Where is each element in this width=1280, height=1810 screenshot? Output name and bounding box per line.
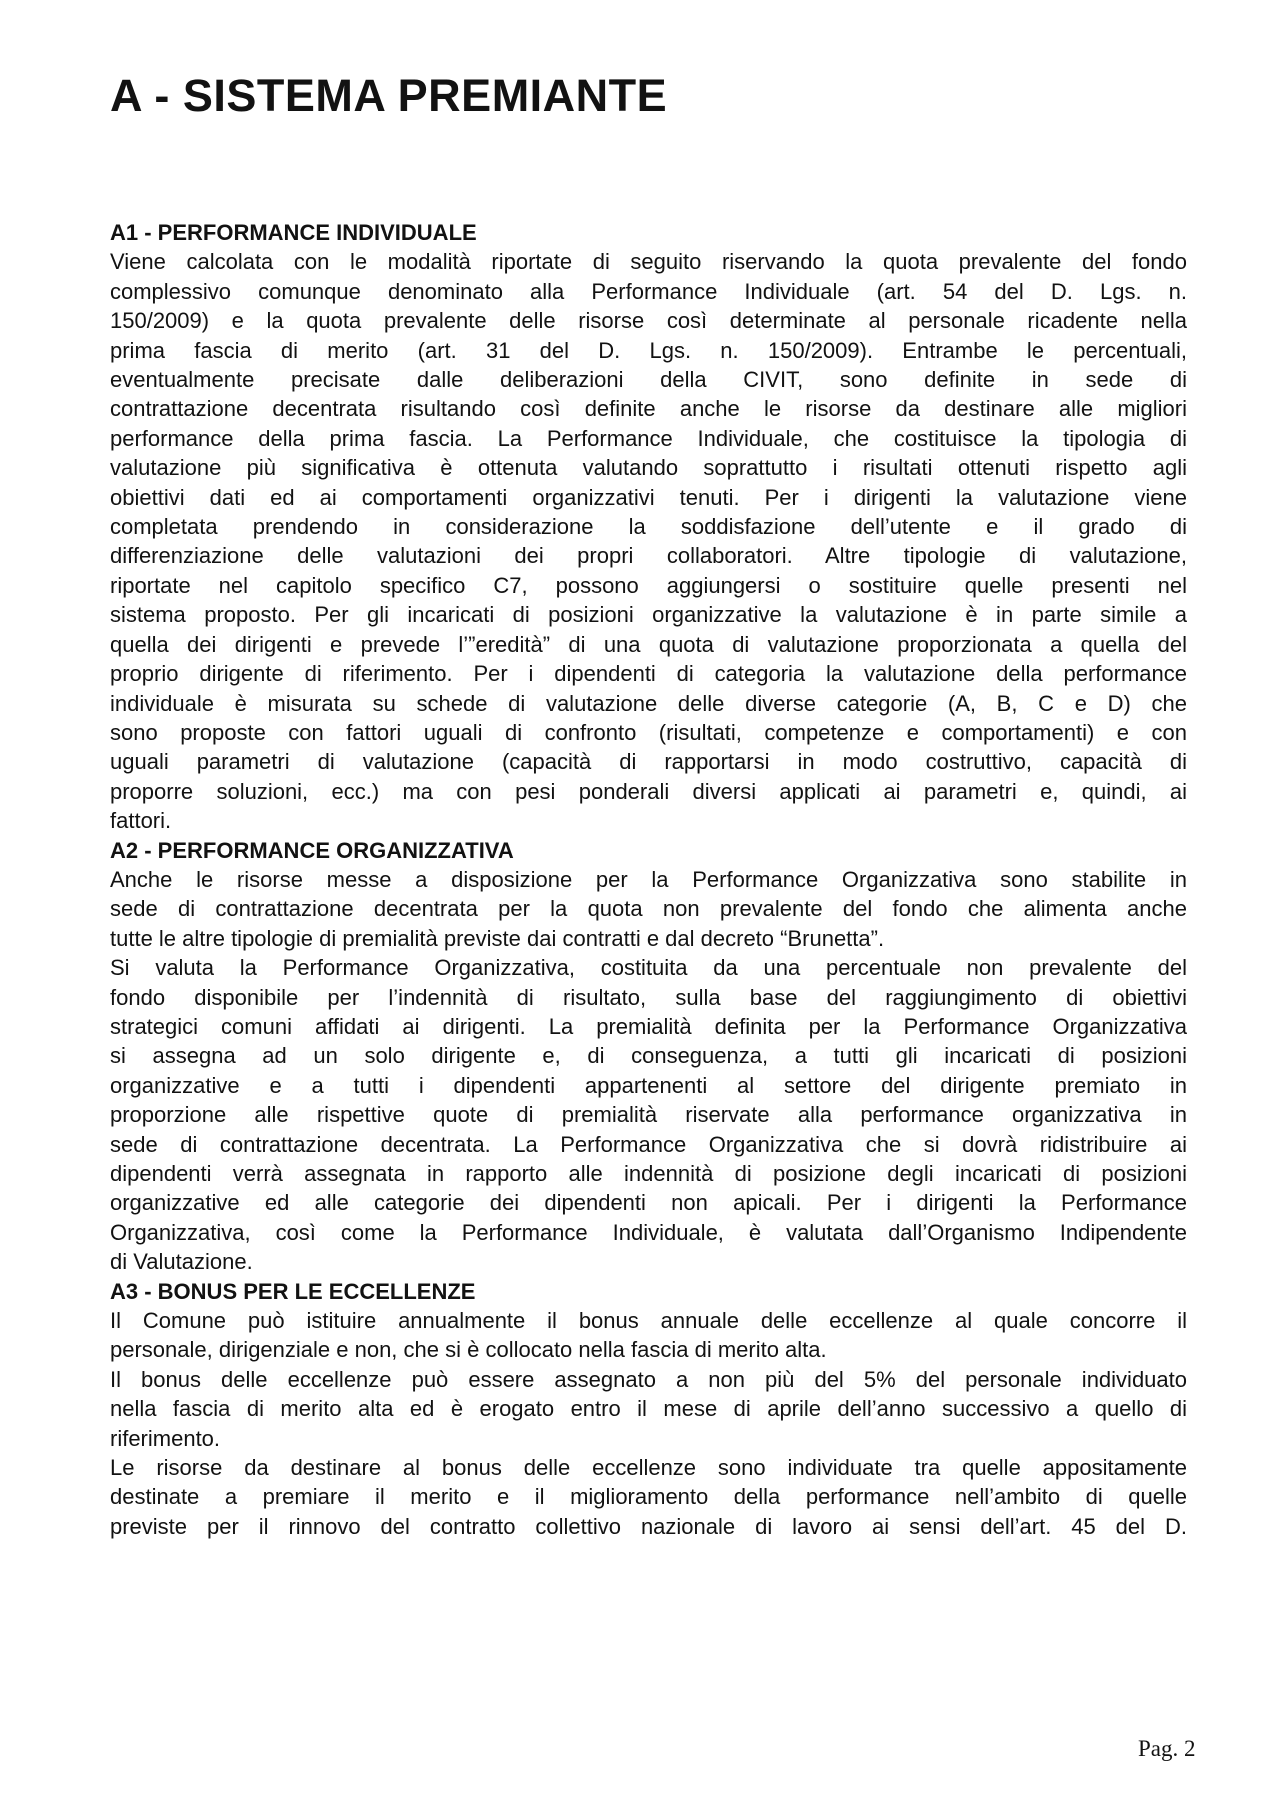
text-line: obiettivi dati ed ai comportamenti organizzativi tenuti. Per i dirigenti la valutazione viene — [110, 484, 1187, 510]
text-line: proporre soluzioni, ecc.) ma con pesi ponderali diversi applicati ai parametri e, quindi, ai — [110, 778, 1187, 804]
text-line: nella fascia di merito alta ed è erogato entro il mese di aprile dell’anno successivo a quello di — [110, 1396, 1187, 1422]
text-line: previste per il rinnovo del contratto collettivo nazionale di lavoro ai sensi dell’art. 45 del D. — [110, 1513, 1187, 1539]
text-line: performance della prima fascia. La Performance Individuale, che costituisce la tipologia di — [110, 425, 1187, 451]
document-body — [110, 218, 1187, 1541]
text-line: strategici comuni affidati ai dirigenti. La premialità definita per la Performance Organizzativa — [110, 1013, 1187, 1039]
text-line: sono proposte con fattori uguali di confronto (risultati, competenze e comportamenti) e con — [110, 719, 1187, 745]
text-line: Organizzativa, così come la Performance Individuale, è valutata dall’Organismo Indipendente — [110, 1219, 1187, 1245]
paragraph — [110, 953, 1187, 1276]
text-line: personale, dirigenziale e non, che si è collocato nella fascia di merito alta. — [110, 1337, 827, 1363]
text-line: Si valuta la Performance Organizzativa, costituita da una percentuale non prevalente del — [110, 955, 1187, 981]
text-line: individuale è misurata su schede di valutazione delle diverse categorie (A, B, C e D) che — [110, 690, 1187, 716]
section-a1 — [110, 218, 1187, 836]
text-line: differenziazione delle valutazioni dei propri collaboratori. Altre tipologie di valutazione, — [110, 543, 1187, 569]
text-line: fattori. — [110, 808, 172, 834]
text-line: organizzative e a tutti i dipendenti appartenenti al settore del dirigente premiato in — [110, 1072, 1187, 1098]
text-line: fondo disponibile per l’indennità di risultato, sulla base del raggiungimento di obiettivi — [110, 984, 1187, 1010]
text-line: proporzione alle rispettive quote di premialità riservate alla performance organizzativa in — [110, 1102, 1187, 1128]
text-line: sede di contrattazione decentrata per la quota non prevalente del fondo che alimenta anche — [110, 896, 1187, 922]
section-a3 — [110, 1277, 1187, 1542]
text-line: riportate nel capitolo specifico C7, possono aggiungersi o sostituire quelle presenti nel — [110, 572, 1187, 598]
text-line: contrattazione decentrata risultando così definite anche le risorse da destinare alle migliori — [110, 396, 1187, 422]
text-line: di Valutazione. — [110, 1249, 253, 1275]
text-line: Il Comune può istituire annualmente il bonus annuale delle eccellenze al quale concorre il — [110, 1308, 1187, 1334]
text-line: sistema proposto. Per gli incaricati di posizioni organizzative la valutazione è in parte simile a — [110, 602, 1187, 628]
paragraph — [110, 1306, 1187, 1365]
section-heading: A2 - PERFORMANCE ORGANIZZATIVA — [110, 837, 514, 863]
text-line: si assegna ad un solo dirigente e, di conseguenza, a tutti gli incaricati di posizioni — [110, 1043, 1187, 1069]
text-line: eventualmente precisate dalle deliberazioni della CIVIT, sono definite in sede di — [110, 367, 1187, 393]
text-line: sede di contrattazione decentrata. La Performance Organizzativa che si dovrà ridistribuire ai — [110, 1131, 1187, 1157]
page-number: Pag. 2 — [1138, 1736, 1196, 1761]
text-line: quella dei dirigenti e prevede l’”eredità” di una quota di valutazione proporzionata a quella del — [110, 631, 1187, 657]
document-title: A - SISTEMA PREMIANTE — [110, 70, 668, 121]
text-line: completata prendendo in considerazione la soddisfazione dell’utente e il grado di — [110, 514, 1187, 540]
text-line: proprio dirigente di riferimento. Per i dipendenti di categoria la valutazione della performance — [110, 661, 1187, 687]
text-line: destinate a premiare il merito e il miglioramento della performance nell’ambito di quelle — [110, 1484, 1187, 1510]
text-line: prima fascia di merito (art. 31 del D. Lgs. n. 150/2009). Entrambe le percentuali, — [110, 337, 1187, 363]
paragraph — [110, 865, 1187, 953]
paragraph — [110, 1453, 1187, 1541]
section-heading: A1 - PERFORMANCE INDIVIDUALE — [110, 220, 477, 245]
paragraph — [110, 1365, 1187, 1453]
section-a2 — [110, 836, 1187, 1277]
text-line: riferimento. — [110, 1425, 221, 1451]
text-line: valutazione più significativa è ottenuta valutando soprattutto i risultati ottenuti rispetto agli — [110, 455, 1187, 481]
paragraph — [110, 247, 1187, 835]
text-line: Anche le risorse messe a disposizione per la Performance Organizzativa sono stabilite in — [110, 866, 1187, 892]
text-line: Le risorse da destinare al bonus delle eccellenze sono individuate tra quelle appositamente — [110, 1455, 1187, 1481]
text-line: dipendenti verrà assegnata in rapporto alle indennità di posizione degli incaricati di posizioni — [110, 1161, 1187, 1186]
text-line: uguali parametri di valutazione (capacità di rapportarsi in modo costruttivo, capacità di — [110, 749, 1187, 775]
text-line: organizzative ed alle categorie dei dipendenti non apicali. Per i dirigenti la Performance — [110, 1190, 1187, 1216]
text-line: tutte le altre tipologie di premialità previste dai contratti e dal decreto “Brunetta”. — [110, 925, 885, 951]
text-line: 150/2009) e la quota prevalente delle risorse così determinate al personale ricadente nella — [110, 308, 1187, 334]
text-line: Viene calcolata con le modalità riportate di seguito riservando la quota prevalente del fondo — [110, 249, 1187, 275]
text-line: Il bonus delle eccellenze può essere assegnato a non più del 5% del personale individuato — [110, 1366, 1187, 1392]
text-line: complessivo comunque denominato alla Performance Individuale (art. 54 del D. Lgs. n. — [110, 278, 1187, 304]
section-heading: A3 - BONUS PER LE ECCELLENZE — [110, 1278, 476, 1304]
